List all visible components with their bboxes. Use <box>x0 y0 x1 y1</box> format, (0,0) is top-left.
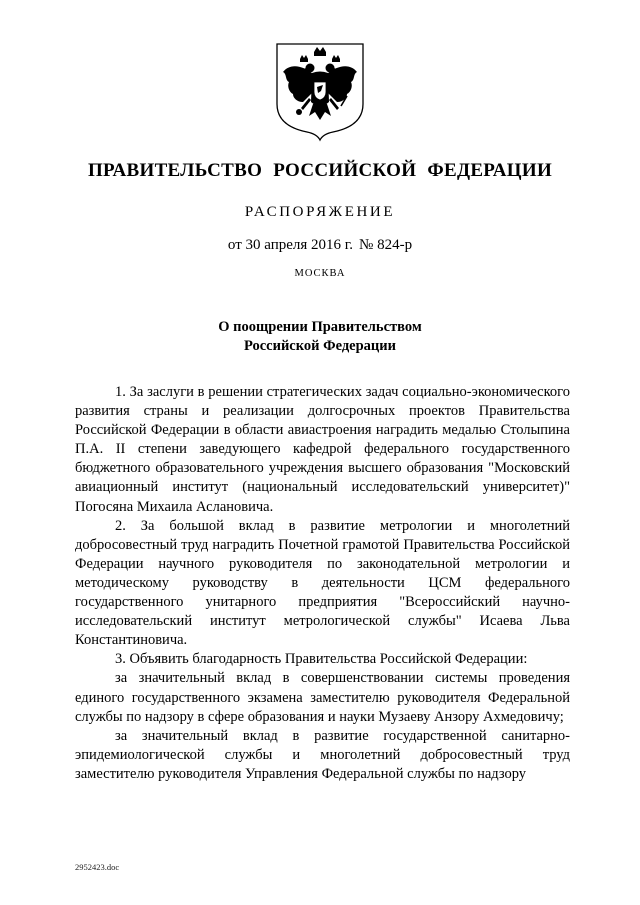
paragraph-5: за значительный вклад в развитие государственной санитарно-эпидемиологической службы и многолетний добросовестный труд заместителю руководителя Управления Федеральной службы по надзору <box>75 727 570 782</box>
document-number: № 824-р <box>359 237 413 253</box>
subject-line-1: О поощрении Правительством <box>218 319 422 335</box>
paragraph-3: 3. Объявить благодарность Правительства Российской Федерации: <box>115 651 528 668</box>
document-type: РАСПОРЯЖЕНИЕ <box>244 204 396 220</box>
document-body <box>75 383 570 784</box>
city: МОСКВА <box>294 268 346 279</box>
file-name: 2952423.doc <box>75 862 120 872</box>
coat-of-arms-icon <box>273 40 367 142</box>
document-date-line <box>0 237 640 254</box>
document-date: от 30 апреля 2016 г. <box>227 237 354 253</box>
document-subject <box>0 318 640 356</box>
paragraph-1: 1. За заслуги в решении стратегических задач социально-экономического развития страны и реализации долгосрочных проектов Правительства Российской Федерации в области авиастроения наградить медалью Столыпина П.А. II степени заведующего кафедрой федерального государственного бюджетного образовательного учреждения высшего образования "Московский авиационный институт (национальный исследовательский университет)" Погосяна Михаила Аслановича. <box>75 384 570 515</box>
paragraph-2: 2. За большой вклад в развитие метрологии и многолетний добросовестный труд наградить Почетной грамотой Правительства Российской Федерации научного руководителя по законодательной метрологии и методическому руководству в деятельности ЦСМ федерального государственного унитарного предприятия "Всероссийский научно-исследовательский институт метрологической службы" Исаева Льва Константиновича. <box>75 517 570 649</box>
government-title: ПРАВИТЕЛЬСТВО РОССИЙСКОЙ ФЕДЕРАЦИИ <box>87 160 553 181</box>
subject-line-2: Российской Федерации <box>243 338 396 354</box>
paragraph-4: за значительный вклад в совершенствовании системы проведения единого государственного экзамена заместителю руководителя Федеральной службы по надзору в сфере образования и науки Музаеву Анзору Ахмедовичу; <box>75 670 570 725</box>
